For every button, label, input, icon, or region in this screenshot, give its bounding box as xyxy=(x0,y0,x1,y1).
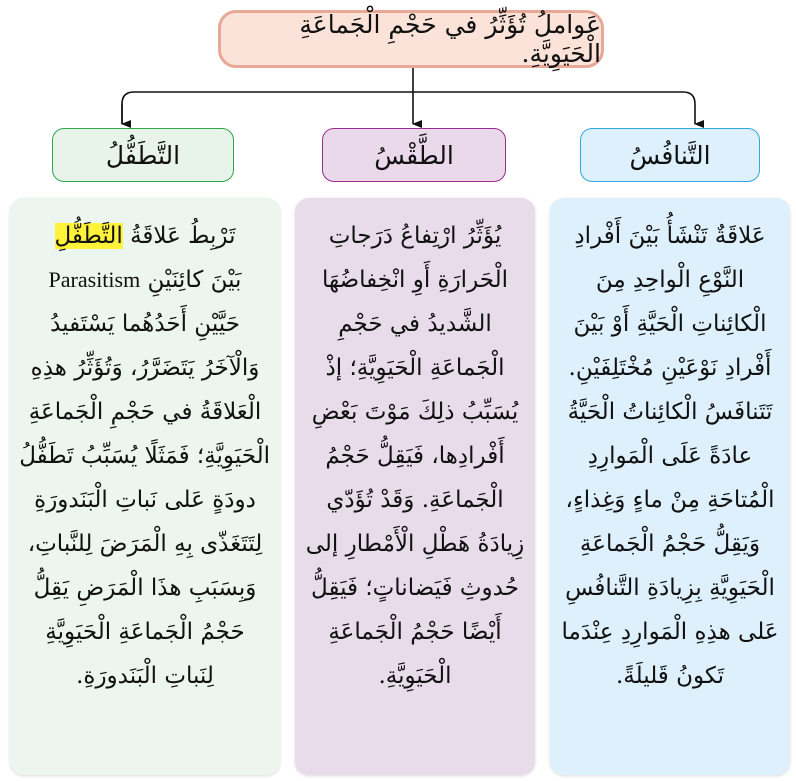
text-line: الْعَلاقَةُ في حَجْمِ الْجَماعَةِ xyxy=(28,399,262,425)
text-line: حَيَّيْنِ أَحَدُهُما يَسْتَفيدُ xyxy=(50,311,240,337)
text-line: وَالْآخَرُ يَتَضَرَّرُ، وَتُؤَثِّرُ هذِهِ xyxy=(30,355,260,381)
weather-description xyxy=(295,198,535,775)
text-line: الْمُتاحَةِ مِنْ ماءٍ وَغِذاءٍ، xyxy=(565,487,775,513)
highlighted-term: التَّطَفُّلِ xyxy=(54,223,123,249)
category-weather-label: الطَّقْسُ xyxy=(374,140,454,170)
connector-arrows xyxy=(0,0,796,140)
text-line: أَفْرادِها، فَيَقِلُّ حَجْمُ xyxy=(325,443,505,469)
text-line: تَتَنافَسُ الْكائِناتُ الْحَيَّةُ xyxy=(567,399,773,425)
text-line: وَبِسَبَبِ هذَا الْمَرَضِ يَقِلُّ xyxy=(33,575,257,601)
text-line: تَكونُ قَليلَةً. xyxy=(616,663,724,689)
text-line: الْجَماعَةِ. وَقَدْ تُؤَدّي xyxy=(326,487,504,513)
text-line: الْحَيَوِيَّةِ. xyxy=(378,663,452,689)
text-line: النَّوْعِ الْواحِدِ مِنَ xyxy=(595,267,745,293)
text-line: يُؤَثِّرُ ارْتِفاعُ دَرَجاتِ xyxy=(328,223,502,249)
text-line: دودَةٍ عَلى نَباتِ الْبَنَدورَةِ xyxy=(34,487,256,513)
parasitism-description xyxy=(10,198,280,775)
text-line xyxy=(20,214,270,258)
text-line: الشَّديدُ في حَجْمِ xyxy=(338,311,492,337)
text-line: الْكائِناتِ الْحَيَّةِ أَوْ بَيْنَ xyxy=(573,311,767,337)
text-fragment: بَيْنَ كائِنَيْنِ xyxy=(147,267,242,293)
text-line: لِتَتَغَذّى بِهِ الْمَرَضَ لِلنَّباتِ، xyxy=(27,531,263,557)
text-line xyxy=(20,258,270,302)
text-fragment: تَرْبِطُ عَلاقَةُ xyxy=(130,223,236,249)
text-line: عادَةً عَلَى الْمَوارِدِ xyxy=(587,443,753,469)
text-line: عَلاقَةٌ تَنْشَأُ بَيْنَ أَفْرادِ xyxy=(574,223,766,249)
text-line: يُسَبِّبُ ذلِكَ مَوْتَ بَعْضِ xyxy=(311,399,519,425)
text-line: الْحَرارَةِ أَوِ انْخِفاضُهَا xyxy=(321,267,509,293)
text-line: عَلى هذِهِ الْمَوارِدِ عِنْدَما xyxy=(561,619,779,645)
text-line: الْجَماعَةِ الْحَيَوِيَّةِ؛ إذْ xyxy=(325,355,505,381)
text-line: الْحَيَوِيَّةِ بِزِيادَةِ التَّنافُسِ xyxy=(565,575,775,601)
category-competition xyxy=(580,128,760,182)
category-parasitism-label: التَّطَفُّلُ xyxy=(105,140,181,170)
text-line: أَفْرادِ نَوْعَيْنِ مُخْتَلِفَيْنِ. xyxy=(568,355,772,381)
text-line: وَيَقِلُّ حَجْمُ الْجَماعَةِ xyxy=(579,531,761,557)
english-term: Parasitism xyxy=(48,267,141,292)
competition-description xyxy=(550,198,790,775)
text-line: حَجْمُ الْجَماعَةِ الْحَيَوِيَّةِ xyxy=(45,619,245,645)
text-line: حُدوثِ فَيَضاناتٍ؛ فَيَقِلُّ xyxy=(311,575,519,601)
text-line: زِيادَةُ هَطْلِ الْأَمْطارِ إلى xyxy=(305,531,525,557)
text-line: الْحَيَوِيَّةِ؛ فَمَثَلًا يُسَبِّبُ تَطَفُّلُ xyxy=(19,443,270,469)
category-competition-label: التَّنافُسُ xyxy=(629,140,711,170)
text-line: أَيْضًا حَجْمُ الْجَماعَةِ xyxy=(328,619,502,645)
category-weather xyxy=(322,128,506,182)
category-parasitism xyxy=(52,128,234,182)
main-title: عَواملُ تُؤَثِّرُ في حَجْمِ الْجَماعَةِ الْحَيَوِيَّةِ. xyxy=(299,10,601,68)
text-line: لِنَباتِ الْبَنَدورَةِ. xyxy=(76,663,214,689)
